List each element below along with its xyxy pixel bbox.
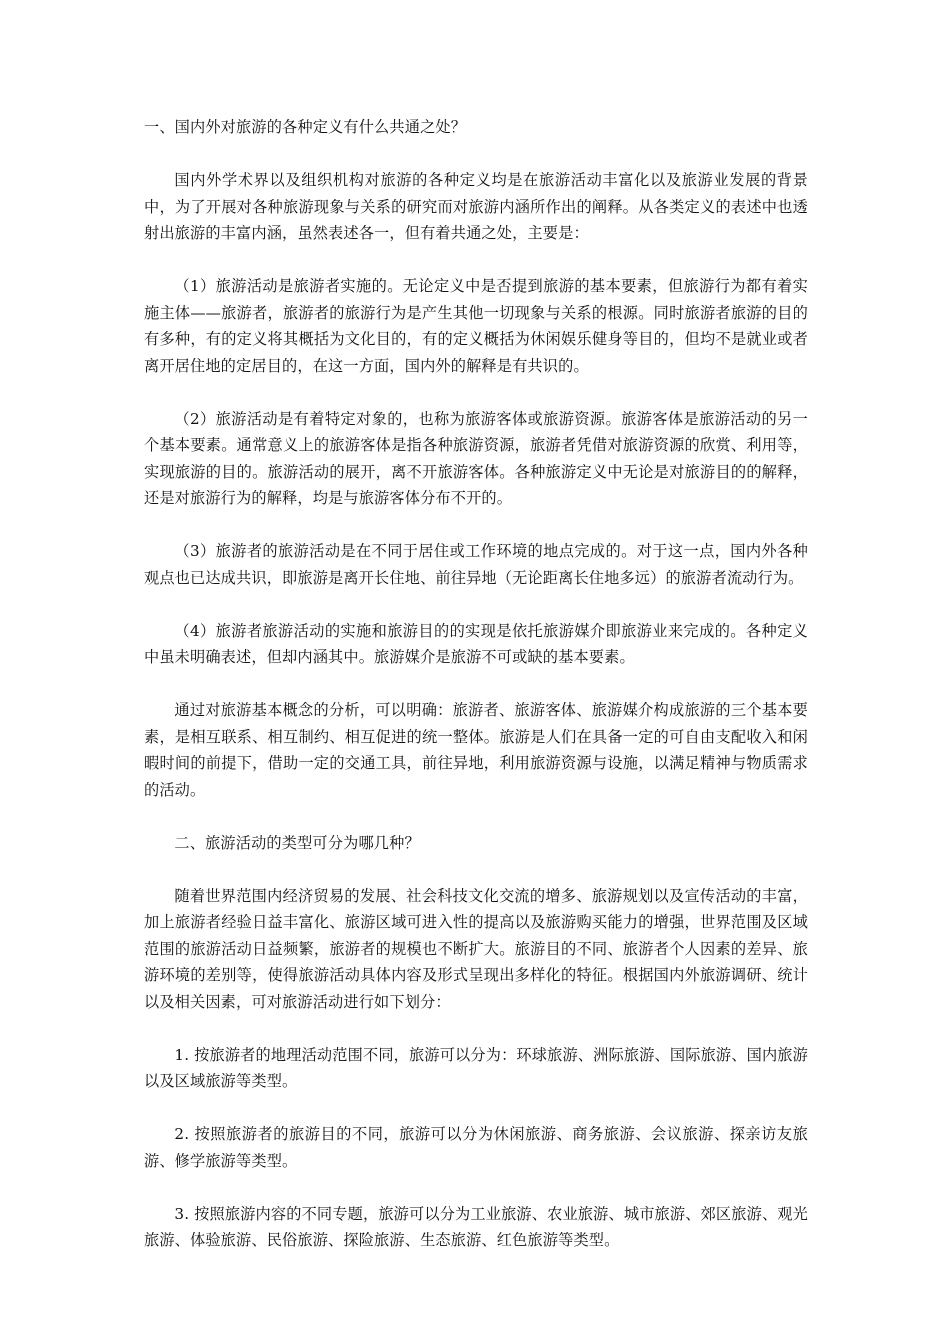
point-2-paragraph: （2）旅游活动是有着特定对象的，也称为旅游客体或旅游资源。旅游客体是旅游活动的另一个基本要素。通常意义上的旅游客体是指各种旅游资源，旅游者凭借对旅游资源的欣赏、利用等，实现旅游的目的。旅游活动的展开，离不开旅游客体。各种旅游定义中无论是对旅游目的的解释，还是对旅游行为的解释，均是与旅游客体分布不开的。 (144, 409, 808, 507)
point-1-paragraph: （1）旅游活动是旅游者实施的。无论定义中是否提到旅游的基本要素，但旅游行为都有着实施主体——旅游者，旅游者的旅游行为是产生其他一切现象与关系的根源。同时旅游者旅游的目的有多种，有的定义将其概括为文化目的，有的定义概括为休闲娱乐健身等目的，但均不是就业或者离开居住地的定居目的，在这一方面，国内外的解释是有共识的。 (144, 277, 808, 375)
section-heading-2: 二、旅游活动的类型可分为哪几种？ (174, 833, 420, 852)
intro-2-paragraph: 随着世界范围内经济贸易的发展、社会科技文化交流的增多、旅游规划以及宣传活动的丰富，加上旅游者经验日益丰富化、旅游区域可进入性的提高以及旅游购买能力的增强，世界范围及区域范围的旅游活动日益频繁，旅游者的规模也不断扩大。旅游目的不同、旅游者个人因素的差异、旅游环境的差别等，使得旅游活动具体内容及形式呈现出多样化的特征。根据国内外旅游调研、统计以及相关因素，可对旅游活动进行如下划分： (144, 886, 808, 1011)
intro-paragraph: 国内外学术界以及组织机构对旅游的各种定义均是在旅游活动丰富化以及旅游业发展的背景中，为了开展对各种旅游现象与关系的研究而对旅游内涵所作出的阐释。从各类定义的表述中也透射出旅游的丰富内涵，虽然表述各一，但有着共通之处，主要是： (144, 171, 808, 242)
section-heading-1: 一、国内外对旅游的各种定义有什么共通之处？ (144, 118, 467, 136)
point-4-paragraph: （4）旅游者旅游活动的实施和旅游目的的实现是依托旅游媒介即旅游业来完成的。各种定义中虽未明确表述，但却内涵其中。旅游媒介是旅游不可或缺的基本要素。 (144, 621, 808, 666)
document-body (144, 114, 808, 1280)
summary-paragraph: 通过对旅游基本概念的分析，可以明确：旅游者、旅游客体、旅游媒介构成旅游的三个基本要素，是相互联系、相互制约、相互促进的统一整体。旅游是人们在具备一定的可自由支配收入和闲暇时间的前提下，借助一定的交通工具，前往异地，利用旅游资源与设施，以满足精神与物质需求的活动。 (144, 701, 808, 799)
point-3-paragraph: （3）旅游者的旅游活动是在不同于居住或工作环境的地点完成的。对于这一点，国内外各种观点也已达成共识，即旅游是离开长住地、前往异地（无论距离长住地多远）的旅游者流动行为。 (144, 542, 808, 587)
type-1-paragraph: 1. 按旅游者的地理活动范围不同，旅游可以分为：环球旅游、洲际旅游、国际旅游、国内旅游以及区域旅游等类型。 (144, 1045, 808, 1090)
type-3-paragraph: 3. 按照旅游内容的不同专题，旅游可以分为工业旅游、农业旅游、城市旅游、郊区旅游、观光旅游、体验旅游、民俗旅游、探险旅游、生态旅游、红色旅游等类型。 (144, 1204, 808, 1249)
type-2-paragraph: 2. 按照旅游者的旅游目的不同，旅游可以分为休闲旅游、商务旅游、会议旅游、探亲访友旅游、修学旅游等类型。 (144, 1125, 808, 1170)
